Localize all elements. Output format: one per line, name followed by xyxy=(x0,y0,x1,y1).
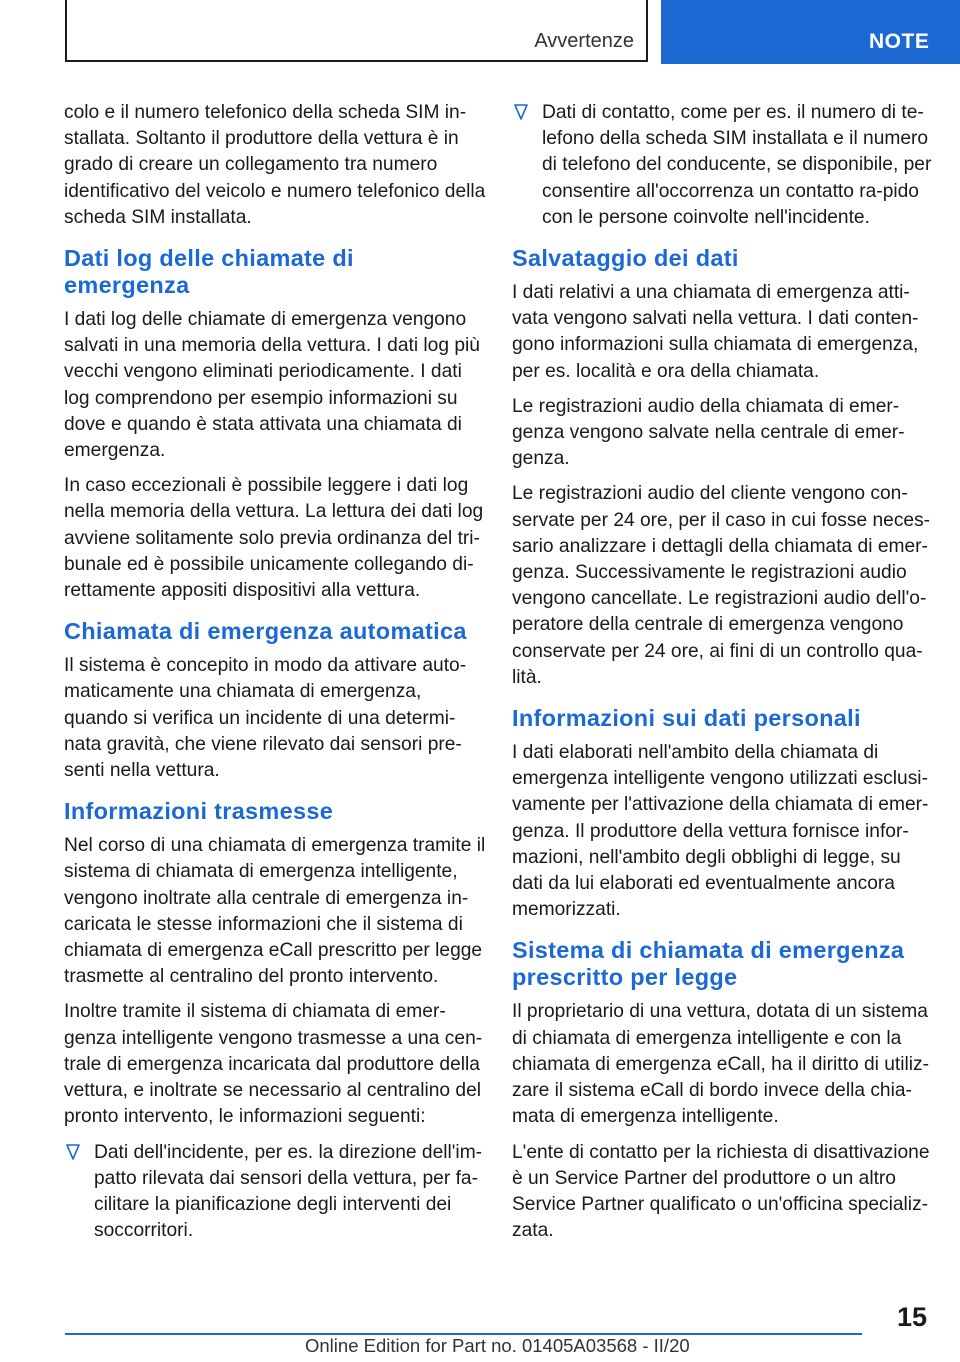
intro-paragraph: colo e il numero telefonico della scheda SIM in-stallata. Soltanto il produttore della vettura è in grado di creare un collegamento tra numero identificativo del veicolo e numero telefonico della scheda SIM installata. xyxy=(64,102,486,228)
left-column xyxy=(64,100,486,1253)
paragraph: I dati relativi a una chiamata di emergenza atti-vata vengono salvati nella vettura. I dati conten-gono informazioni sulla chiamata di emergenza, per es. località e ora della chiamata. xyxy=(512,282,919,382)
footer-edition-text: Online Edition for Part no. 01405A03568 - II/20 xyxy=(305,1335,690,1356)
heading-dati-log: Dati log delle chiamate di emergenza xyxy=(64,245,354,299)
paragraph: Il proprietario di una vettura, dotata di un sistema di chiamata di emergenza intelligente e con la chiamata di emergenza eCall, ha il diritto di utiliz-zare il sistema eCall di bordo invece della chia-mata di emergenza intelligente. xyxy=(512,1001,929,1128)
header-chapter-label: NOTE xyxy=(869,30,930,53)
right-column xyxy=(512,100,934,1253)
paragraph: Inoltre tramite il sistema di chiamata di emer-genza intelligente vengono trasmesse a una cen-trale di emergenza incaricata dal produttore della vettura, e inoltrate se necessario al centralino del pronto intervento, le informazioni seguenti: xyxy=(64,1001,483,1128)
triangle-bullet-icon xyxy=(66,1144,80,1160)
header-chapter-tab[interactable] xyxy=(661,0,960,64)
header-section-box xyxy=(65,0,648,62)
list-item xyxy=(512,100,934,231)
heading-informazioni-trasmesse: Informazioni trasmesse xyxy=(64,798,334,825)
paragraph: In caso eccezionali è possibile leggere i dati log nella memoria della vettura. La lettura dei dati log avviene solitamente solo previa ordinanza del tri-bunale ed è possibile unicamente collegando di-rettamente appositi dispositivi alla vettura. xyxy=(64,475,484,602)
page-number: 15 xyxy=(896,1302,927,1332)
paragraph: Le registrazioni audio della chiamata di emer-genza vengono salvate nella centrale di emer-genza. xyxy=(512,395,905,470)
bullet-text: Dati di contatto, come per es. il numero di te-lefono della scheda SIM installata e il numero di telefono del conducente, se disponibile, per consentire all'occorrenza un contatto ra-pido con le persone coinvolte nell'incidente. xyxy=(542,102,932,228)
heading-chiamata-automatica: Chiamata di emergenza automatica xyxy=(64,618,467,645)
paragraph: I dati elaborati nell'ambito della chiamata di emergenza intelligente vengono utilizzati esclusi-vamente per l'attivazione della chiamata di emer-genza. Il produttore della vettura fornisce infor-mazioni, nell'ambito degli obblighi di legge, su dati da lui elaborati ed eventualmente ancora memorizzati. xyxy=(512,742,929,921)
paragraph: Nel corso di una chiamata di emergenza tramite il sistema di chiamata di emergenza intelligente, vengono inoltrate alla centrale di emergenza in-caricata le stesse informazioni che il sistema di chiamata di emergenza eCall prescritto per legge trasmette al centralino del pronto intervento. xyxy=(64,835,486,988)
paragraph: Le registrazioni audio del cliente vengono con-servate per 24 ore, per il caso in cui fosse neces-sario analizzare i dettagli della chiamata di emer-genza. Successivamente le registrazioni audio vengono cancellate. Le registrazioni audio dell'o-peratore della centrale di emergenza vengono conservate per 24 ore, ai fini di un controllo qua-lità. xyxy=(512,483,931,688)
paragraph: Il sistema è concepito in modo da attivare auto-maticamente una chiamata di emergenza, quando si verifica un incidente di una determi-nata gravità, che viene rilevato dai sensori pre-senti nella vettura. xyxy=(64,655,467,782)
paragraph: L'ente di contatto per la richiesta di disattivazione è un Service Partner del produttore o un altro Service Partner qualificato o un'officina specializ-zata. xyxy=(512,1141,930,1242)
header-section-title: Avvertenze xyxy=(534,30,634,52)
heading-sistema-prescritto: Sistema di chiamata di emergenza prescritto per legge xyxy=(512,937,905,991)
bullet-list xyxy=(512,100,934,231)
bullet-list xyxy=(64,1140,486,1245)
bullet-text: Dati dell'incidente, per es. la direzione dell'im-patto rilevata dai sensori della vettura, per fa-cilitare la pianificazione degli interventi dei soccorritori. xyxy=(94,1141,483,1242)
list-item xyxy=(64,1140,486,1245)
heading-salvataggio-dati: Salvataggio dei dati xyxy=(512,245,739,272)
triangle-bullet-icon xyxy=(514,104,528,120)
heading-dati-personali: Informazioni sui dati personali xyxy=(512,705,861,732)
paragraph: I dati log delle chiamate di emergenza vengono salvati in una memoria della vettura. I dati log più vecchi vengono eliminati periodicamente. I dati log comprendono per esempio informazioni su dove e quando è stata attivata una chiamata di emergenza. xyxy=(64,309,480,462)
